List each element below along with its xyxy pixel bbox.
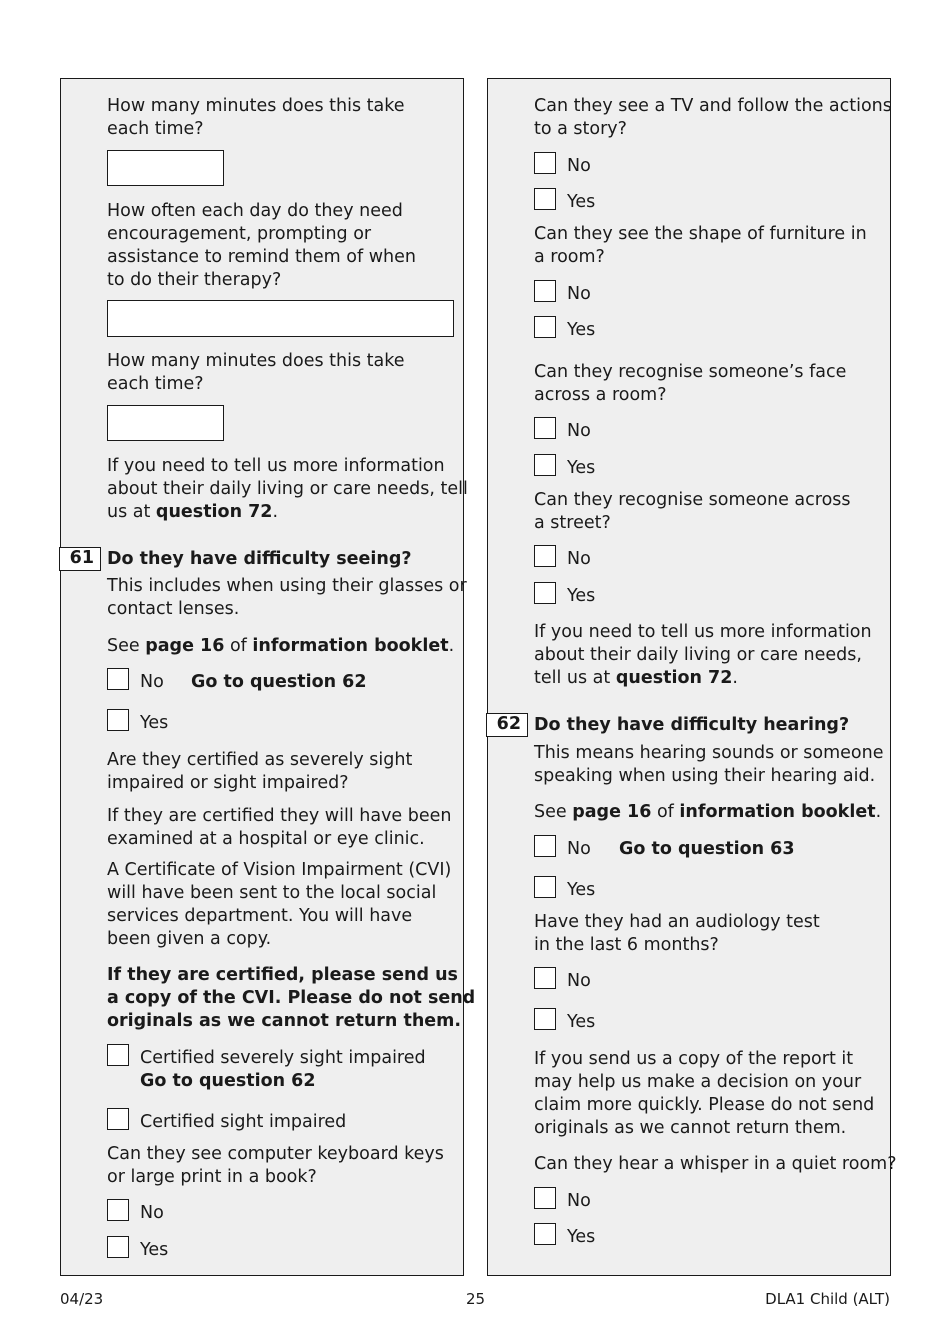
how-often-question-line2: encouragement, prompting or	[107, 224, 372, 244]
minutes-question-2-line2: each time?	[107, 374, 204, 394]
face-yes-checkbox[interactable]	[534, 454, 556, 476]
q61-no-checkbox[interactable]	[107, 668, 129, 690]
furniture-question-line2: a room?	[534, 247, 605, 267]
tv-no-checkbox[interactable]	[534, 152, 556, 174]
cvi-info-line2: will have been sent to the local social	[107, 883, 437, 903]
audiology-question-line2: in the last 6 months?	[534, 935, 719, 955]
face-no-checkbox[interactable]	[534, 417, 556, 439]
cvi-info-line3: services department. You will have	[107, 906, 413, 926]
audiology-no-checkbox[interactable]	[534, 967, 556, 989]
minutes-question-1-line2: each time?	[107, 119, 204, 139]
certified-info-line2: examined at a hospital or eye clinic.	[107, 829, 425, 849]
q61-yes-label: Yes	[140, 713, 169, 733]
right-more-info-line3: tell us at question 72.	[534, 668, 738, 688]
keyboard-yes-label: Yes	[140, 1240, 169, 1260]
tv-question-line2: to a story?	[534, 119, 627, 139]
keyboard-question-line1: Can they see computer keyboard keys	[107, 1144, 444, 1164]
face-question-line1: Can they recognise someone’s face	[534, 362, 847, 382]
send-cvi-line2: a copy of the CVI. Please do not send	[107, 988, 476, 1008]
furniture-no-checkbox[interactable]	[534, 280, 556, 302]
q62-no-checkbox[interactable]	[534, 835, 556, 857]
tv-no-label: No	[567, 156, 591, 176]
how-often-question-line1: How often each day do they need	[107, 201, 403, 221]
question-61-desc-line1: This includes when using their glasses or	[107, 576, 467, 596]
report-info-line4: originals as we cannot return them.	[534, 1118, 847, 1138]
question-62-title: Do they have difficulty hearing?	[534, 715, 850, 735]
q62-yes-checkbox[interactable]	[534, 876, 556, 898]
furniture-yes-checkbox[interactable]	[534, 316, 556, 338]
question-62-desc-line2: speaking when using their hearing aid.	[534, 766, 876, 786]
face-no-label: No	[567, 421, 591, 441]
face-question-line2: across a room?	[534, 385, 667, 405]
footer-page-number: 25	[466, 1290, 486, 1308]
how-often-question-line4: to do their therapy?	[107, 270, 282, 290]
severely-sight-impaired-checkbox[interactable]	[107, 1044, 129, 1066]
cvi-info-line4: been given a copy.	[107, 929, 272, 949]
q61-no-label: No	[140, 672, 164, 692]
footer-date: 04/23	[60, 1290, 104, 1308]
question-61-title: Do they have difficulty seeing?	[107, 549, 412, 569]
question-61-desc-line2: contact lenses.	[107, 599, 240, 619]
send-cvi-line3: originals as we cannot return them.	[107, 1011, 462, 1031]
q62-yes-label: Yes	[567, 880, 596, 900]
tv-yes-label: Yes	[567, 192, 596, 212]
sight-impaired-checkbox[interactable]	[107, 1108, 129, 1130]
question-62-desc-line1: This means hearing sounds or someone	[534, 743, 884, 763]
whisper-question: Can they hear a whisper in a quiet room?	[534, 1154, 897, 1174]
whisper-yes-label: Yes	[567, 1227, 596, 1247]
street-no-checkbox[interactable]	[534, 545, 556, 567]
furniture-question-line1: Can they see the shape of furniture in	[534, 224, 867, 244]
q62-no-goto: Go to question 63	[619, 839, 795, 859]
minutes-input-1[interactable]	[107, 150, 224, 186]
furniture-yes-label: Yes	[567, 320, 596, 340]
severely-sight-impaired-goto: Go to question 62	[140, 1071, 316, 1091]
whisper-yes-checkbox[interactable]	[534, 1223, 556, 1245]
street-yes-label: Yes	[567, 586, 596, 606]
question-62-see-booklet: See page 16 of information booklet.	[534, 802, 882, 822]
whisper-no-label: No	[567, 1191, 591, 1211]
left-more-info-line1: If you need to tell us more information	[107, 456, 445, 476]
how-often-input[interactable]	[107, 300, 454, 337]
street-yes-checkbox[interactable]	[534, 582, 556, 604]
face-yes-label: Yes	[567, 458, 596, 478]
minutes-question-2-line1: How many minutes does this take	[107, 351, 405, 371]
minutes-input-2[interactable]	[107, 405, 224, 441]
cvi-info-line1: A Certificate of Vision Impairment (CVI)	[107, 860, 452, 880]
keyboard-question-line2: or large print in a book?	[107, 1167, 317, 1187]
send-cvi-line1: If they are certified, please send us	[107, 965, 458, 985]
how-often-question-line3: assistance to remind them of when	[107, 247, 416, 267]
right-more-info-line1: If you need to tell us more information	[534, 622, 872, 642]
right-more-info-line2: about their daily living or care needs,	[534, 645, 862, 665]
audiology-question-line1: Have they had an audiology test	[534, 912, 820, 932]
furniture-no-label: No	[567, 284, 591, 304]
audiology-yes-checkbox[interactable]	[534, 1008, 556, 1030]
tv-yes-checkbox[interactable]	[534, 188, 556, 210]
q61-no-goto: Go to question 62	[191, 672, 367, 692]
audiology-yes-label: Yes	[567, 1012, 596, 1032]
certified-question-line2: impaired or sight impaired?	[107, 773, 349, 793]
street-no-label: No	[567, 549, 591, 569]
sight-impaired-label: Certified sight impaired	[140, 1112, 347, 1132]
question-62-number: 62	[486, 713, 528, 737]
keyboard-yes-checkbox[interactable]	[107, 1236, 129, 1258]
certified-question-line1: Are they certified as severely sight	[107, 750, 413, 770]
q61-yes-checkbox[interactable]	[107, 709, 129, 731]
tv-question-line1: Can they see a TV and follow the actions	[534, 96, 892, 116]
severely-sight-impaired-label: Certified severely sight impaired	[140, 1048, 426, 1068]
q62-no-label: No	[567, 839, 591, 859]
footer-form-name: DLA1 Child (ALT)	[765, 1290, 890, 1308]
report-info-line3: claim more quickly. Please do not send	[534, 1095, 875, 1115]
report-info-line2: may help us make a decision on your	[534, 1072, 862, 1092]
question-61-see-booklet: See page 16 of information booklet.	[107, 636, 455, 656]
street-question-line2: a street?	[534, 513, 611, 533]
keyboard-no-checkbox[interactable]	[107, 1199, 129, 1221]
minutes-question-1-line1: How many minutes does this take	[107, 96, 405, 116]
report-info-line1: If you send us a copy of the report it	[534, 1049, 854, 1069]
whisper-no-checkbox[interactable]	[534, 1187, 556, 1209]
certified-info-line1: If they are certified they will have been	[107, 806, 452, 826]
audiology-no-label: No	[567, 971, 591, 991]
keyboard-no-label: No	[140, 1203, 164, 1223]
left-more-info-line2: about their daily living or care needs, tell	[107, 479, 468, 499]
street-question-line1: Can they recognise someone across	[534, 490, 851, 510]
left-more-info-line3: us at question 72.	[107, 502, 279, 522]
question-61-number: 61	[59, 547, 101, 571]
